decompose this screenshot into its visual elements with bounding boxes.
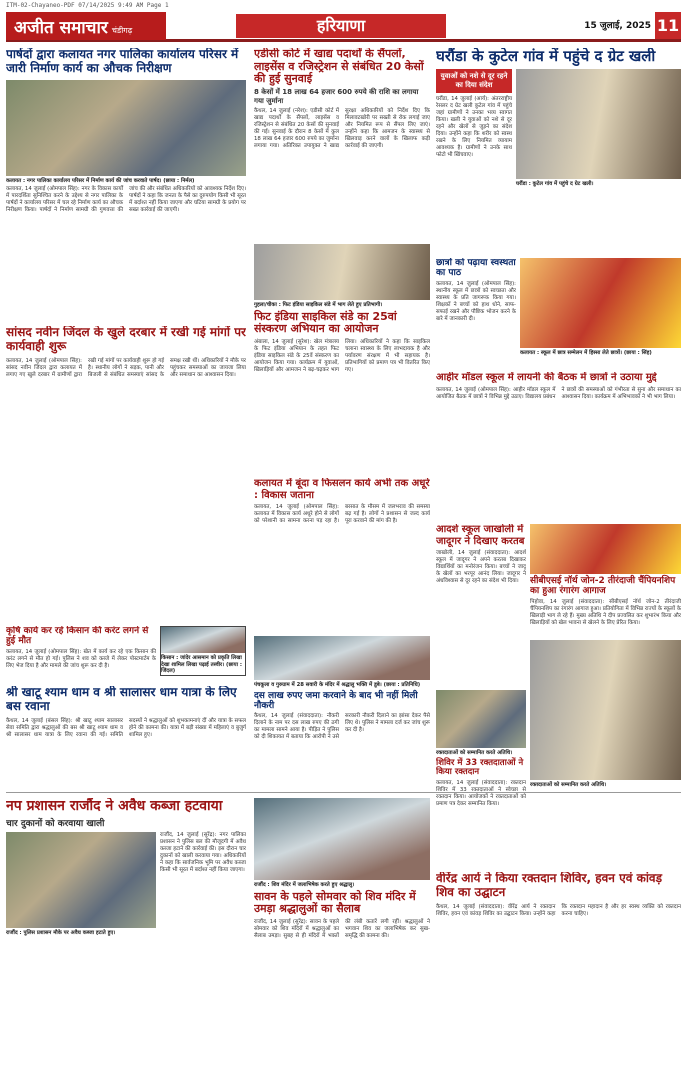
headline: कलायत में बूंदा व फिसलन कार्य अभी तक अधूरे : विकास जताना: [254, 478, 430, 501]
photo-caption: किसान : जांदेर आसमान को प्रकृति लिखा देखा शामिल लिखा पढ़ाई तस्वीर। (छाया : जिंदल): [161, 655, 242, 674]
news-photo: [254, 244, 430, 300]
article-body: कलायत, 14 जुलाई (ओमपाल सिंह): खेत में कार्य कर रहे एक किसान की करंट लगने से मौत हो गई। पुलिस ने शव को कब्जे में लेकर पोस्टमार्टम के लिए भेज दिया है और मामले की जांच शुरू कर दी है।: [6, 648, 156, 669]
headline: वीरेंद्र आर्य ने किया रक्तदान शिविर, हवन एवं कांवड़ शिव का उद्घाटन: [436, 872, 663, 899]
article-body: कलायत, 14 जुलाई (संवाददाता): रक्तदान शिविर में 33 रक्तदाताओं ने स्वेच्छा से रक्तदान किया। आयोजकों ने रक्तदाताओं को प्रमाण पत्र देकर सम्मानित किया।: [436, 780, 526, 808]
headline: एडीसी कोर्ट में खाद्य पदार्थों के सैंपलों, लाइसेंस व रजिस्ट्रेशन से संबंधित 20 केसों की हुई सुनवाई: [254, 48, 424, 86]
headline: सावन के पहले सोमवार को शिव मंदिर में उमड़ा श्रद्धालुओं का सैलाब: [254, 889, 416, 916]
news-photo: [161, 627, 245, 653]
article-body: कलायत, 14 जुलाई (ओमपाल सिंह): स्थानीय स्कूल में छात्रों को स्वच्छता और स्वास्थ्य के प्रति जागरूक किया गया। शिक्षकों ने बच्चों को हाथ धोने, साफ-सफाई रखने और पौष्टिक भोजन करने के बारे में जानकारी दी।: [436, 280, 516, 322]
article-body: कलायत, 14 जुलाई (ओमपाल सिंह): नगर के विकास कार्यों में पारदर्शिता सुनिश्चित करने के उद्देश्य से नगर पालिका के पार्षदों ने कार्यालय परिसर में चल रहे निर्माण कार्य का औचक निरीक्षण किया। पार्षदों ने निर्माण सामग्री की गुणवत्ता की जांच की और संबंधित अधिकारियों को आवश्यक निर्देश दिए। पार्षदों ने कहा कि जनता के पैसे का दुरुपयोग किसी भी सूरत में बर्दाश्त नहीं किया जाएगा और घटिया सामग्री के प्रयोग पर सख्त कार्रवाई की जाएगी।: [6, 186, 246, 214]
article-fit-india: [254, 244, 430, 470]
khali-row: [436, 69, 681, 190]
article-jindal-darbar: [6, 326, 246, 616]
article-virender-arya: [436, 872, 681, 1082]
article-kalayat-inspection: [6, 48, 246, 318]
encroachment-row: [6, 832, 246, 939]
news-photo: [6, 80, 246, 176]
issue-date: 15 जुलाई, 2025: [584, 21, 651, 31]
encroachment-photo-block: [6, 832, 156, 939]
headline: कृषि कार्य कर रहे किसान की करंट लगने से हुई मौत: [6, 626, 149, 647]
headline: आदर्श स्कूल जाखोली में जादूगर ने दिखाए करतब: [436, 524, 525, 547]
khali-side: [436, 69, 512, 190]
article-khatu-shyam: [6, 686, 246, 786]
article-magician: [436, 524, 526, 684]
headline: फिट इंडिया साइकिल संडे का 25वां संस्करण अभियान का आयोजन: [254, 309, 397, 336]
headline: पार्षदों द्वारा कलायत नगर पालिका कार्यालय परिसर में जारी निर्माण कार्य का औचक निरीक्षण: [6, 48, 239, 75]
subheadline: चार दुकानों को करवाया खाली: [6, 819, 105, 830]
news-photo: [254, 798, 430, 880]
khali-photo-block: [516, 69, 681, 190]
article-shiv-temple: [254, 798, 430, 1083]
photo-caption: राजौंद : पुलिस प्रशासन मौके पर अवैध कब्जा हटाते हुए।: [6, 930, 116, 937]
headline: श्री खाटू श्याम धाम व श्री सालासर धाम यात्रा के लिए बस रवाना: [6, 686, 237, 713]
subheadline: 8 केसों में 18 लाख 64 हजार 600 रुपये की राशि का लगाया गया जुर्माना: [254, 87, 419, 105]
article-kalayat-pending: [254, 478, 430, 628]
news-photo: [530, 640, 681, 780]
photo-box: [160, 626, 246, 676]
photo-caption: कलायत : नगर पालिका कार्यालय परिसर में निर्माण कार्य की जांच करवाते पार्षद। (छाया : निर्मल): [6, 177, 195, 184]
headline: दस लाख रुपए जमा करवाने के बाद भी नहीं मिली नौकरी: [254, 690, 418, 711]
photo-caption: रक्तदाताओं को सम्मानित करते अतिथि।: [436, 750, 513, 756]
article-body: पिहोवा, 14 जुलाई (संवाददाता): सीबीएसई नॉर्थ जोन-2 तीरंदाजी चैंपियनशिप का रंगारंग आगाज हुआ। प्रतियोगिता में विभिन्न राज्यों के स्कूलों के खिलाड़ी भाग ले रहे हैं। मुख्य अतिथि ने दीप प्रज्वलित कर शुभारंभ किया और खिलाड़ियों को खेल भावना से खेलने के लिए प्रेरित किया।: [530, 598, 681, 626]
article-body: जाखोली, 14 जुलाई (संवाददाता): आदर्श स्कूल में जादूगर ने अपने करतब दिखाकर विद्यार्थियों का मनोरंजन किया। बच्चों ने जादू के खेलों का भरपूर आनंद लिया। जादूगर ने अंधविश्वास से दूर रहने का संदेश भी दिया।: [436, 550, 526, 584]
photo-school: [520, 258, 681, 368]
headline: शिविर में 33 रक्तदाताओं ने किया रक्तदान: [436, 757, 524, 778]
article-body: अंबाला, 14 जुलाई (सुरेश): खेल मंत्रालय के फिट इंडिया अभियान के तहत फिट इंडिया साइकिल संडे के 25वें संस्करण का आयोजन किया गया। कार्यक्रम में युवाओं, खिलाड़ियों और आमजन ने बढ़-चढ़कर भाग लिया। अधिकारियों ने कहा कि साइकिल चलाना स्वास्थ्य के लिए लाभदायक है और पर्यावरण संरक्षण में भी सहायक है। प्रतिभागियों को प्रमाण पत्र भी वितरित किए गए।: [254, 338, 430, 373]
news-photo: [516, 69, 681, 179]
section-label: हरियाणा: [236, 14, 446, 38]
headline: छात्रों को पढ़ाया स्वस्थता का पाठ: [436, 258, 516, 279]
article-rajound-encroachment: [6, 798, 246, 1083]
article-model-school: [436, 372, 681, 520]
masthead: [6, 12, 166, 40]
headline: सीबीएसई नॉर्थ जोन-2 तीरंदाजी चैंपियनशिप का हुआ रंगारंग आगाज: [530, 576, 676, 597]
news-photo: [254, 636, 430, 680]
article-body: कलायत, 14 जुलाई (ओमपाल सिंह): कलायत में विकास कार्य अधूरे होने से लोगों को परेशानी का सामना करना पड़ रहा है। बरसात के मौसम में जलभराव की समस्या बढ़ गई है। लोगों ने प्रशासन से जल्द कार्य पूरा करवाने की मांग की है।: [254, 504, 430, 524]
article-body: कैथल, 14 जुलाई (बंसल सिंह): श्री खाटू श्याम सालासर सेवा समिति द्वारा श्रद्धालुओं की बस श्री खाटू श्याम धाम व श्री सालासर धाम यात्रा के लिए रवाना की गई। समिति सदस्यों ने श्रद्धालुओं को शुभकामनाएं दीं और यात्रा के सफल होने की कामना की। यात्रा में बड़ी संख्या में महिलाएं व बुजुर्ग शामिल हुए।: [6, 717, 246, 738]
article-body: घरौंडा, 14 जुलाई (आर्य): अंतरराष्ट्रीय रेसलर द ग्रेट खली कुटेल गांव में पहुंचे जहां ग्रामीणों ने उनका भव्य स्वागत किया। खली ने युवाओं को नशे से दूर रहने और खेलों से जुड़ने का संदेश दिया। उन्होंने कहा कि शरीर को स्वस्थ रखने के लिए नियमित व्यायाम आवश्यक है। ग्रामीणों ने उनके साथ फोटो भी खिंचवाए।: [436, 96, 512, 159]
news-photo: [530, 524, 681, 574]
photo-caption: कलायत : स्कूल में छात्र सम्मेलन में हिस्सा लेते छात्रों। (छाया : सिंह): [520, 350, 652, 356]
article-adc-court: [254, 48, 430, 238]
article-archery: [530, 524, 681, 634]
photo-caption: रक्तदाताओं को सम्मानित करते अतिथि।: [530, 782, 607, 788]
article-students-health: [436, 258, 516, 368]
masthead-title: अजीत समाचार: [14, 18, 108, 38]
print-slug: ITM-02-Chayaneo-PDF 07/14/2025 9:49 AM Page 1: [6, 2, 169, 9]
news-photo: [6, 832, 156, 928]
article-body: राजौंद, 14 जुलाई (सुरेंद्र): सावन के पहले सोमवार को शिव मंदिरों में श्रद्धालुओं का सैलाब उमड़ा। सुबह से ही मंदिरों में भक्तों की लंबी कतारें लगी रहीं। श्रद्धालुओं ने भगवान शिव का जलाभिषेक कर सुख-समृद्धि की कामना की।: [254, 918, 430, 939]
photo-caption: गुहला/चीका : फिट इंडिया साइकिल संडे में भाग लेते हुए प्रतिभागी।: [254, 302, 383, 308]
article-body: कैथल, 14 जुलाई (संवाददाता): नौकरी दिलाने के नाम पर दस लाख रुपए की ठगी का मामला सामने आया है। पीड़ित ने पुलिस को दी शिकायत में बताया कि आरोपी ने उसे सरकारी नौकरी दिलाने का झांसा देकर पैसे लिए थे। पुलिस ने मामला दर्ज कर जांच शुरू कर दी है।: [254, 713, 430, 741]
callout-box: युवाओं को नशे से दूर रहने का दिया संदेश: [436, 69, 512, 93]
article-body: कलायत, 14 जुलाई (ओमपाल सिंह): आहीर मॉडल स्कूल में आयोजित बैठक में छात्रों ने विभिन्न मुद्दे उठाए। विद्यालय प्रबंधन ने छात्रों की समस्याओं को गंभीरता से सुना और समाधान का आश्वासन दिया। कार्यक्रम में अभिभावकों ने भी भाग लिया।: [436, 386, 681, 400]
article-farmer-death: [6, 626, 156, 681]
article-great-khali: [436, 48, 681, 253]
article-body: कैथल, 14 जुलाई (संवाददाता): वीरेंद्र आर्य ने रक्तदान शिविर, हवन एवं कांवड़ शिविर का उद्घाटन किया। उन्होंने कहा कि रक्तदान महादान है और हर स्वस्थ व्यक्ति को रक्तदान करना चाहिए।: [436, 903, 681, 917]
page-number: 11: [655, 12, 681, 39]
photo-caption: पंचकूला व गुरुग्राम में 28 सवारी के मंदिर में श्रद्धालु भक्ति में डूबे। (छाया : प्रतिनिधि): [254, 682, 421, 688]
headline: घरौंडा के कुटेल गांव में पहुंचे द ग्रेट खली: [436, 48, 656, 65]
headline: आहीर मॉडल स्कूल में लायनी की बैठक में छात्रों ने उठाया मुद्दे: [436, 372, 657, 383]
photo-blood-donors: [530, 640, 681, 800]
article-job-fraud: [254, 636, 430, 786]
headline: नप प्रशासन राजौंद ने अवैध कब्जा हटवाया: [6, 798, 223, 814]
article-body: कैथल, 14 जुलाई (नरेश): एडीसी कोर्ट में खाद्य पदार्थों के सैंपलों, लाइसेंस व रजिस्ट्रेशन से संबंधित 20 केसों की सुनवाई की गई। सुनवाई के दौरान 8 केसों में कुल 18 लाख 64 हजार 600 रुपये का जुर्माना लगाया गया। अतिरिक्त उपायुक्त ने खाद्य सुरक्षा अधिकारियों को निर्देश दिए कि मिलावटखोरी पर सख्ती से रोक लगाई जाए और नियमित रूप से सैंपल लिए जाएं। उन्होंने कहा कि आमजन के स्वास्थ्य से खिलवाड़ करने वालों के खिलाफ कड़ी कार्रवाई की जाएगी।: [254, 107, 430, 149]
masthead-city: चंडीगढ़: [111, 26, 133, 35]
headline: सांसद नवीन जिंदल के खुले दरबार में रखी गई मांगों पर कार्यवाही शुरू: [6, 326, 246, 353]
article-body: कलायत, 14 जुलाई (ओमपाल सिंह): सांसद नवीन जिंदल द्वारा कलायत में लगाए गए खुले दरबार में ग्रामीणों द्वारा रखी गई मांगों पर कार्यवाही शुरू हो गई है। स्थानीय लोगों ने सड़क, पानी और बिजली से संबंधित समस्याएं सांसद के समक्ष रखी थीं। अधिकारियों ने मौके पर पहुंचकर समस्याओं का जायजा लिया और समाधान का आश्वासन दिया।: [6, 357, 246, 378]
article-blood-camp: [436, 690, 526, 865]
page-header: [6, 12, 681, 42]
news-photo: [436, 690, 526, 748]
photo-caption: राजौंद : शिव मंदिर में जलाभिषेक करते हुए श्रद्धालु।: [254, 882, 355, 888]
news-photo: [520, 258, 681, 348]
photo-caption: घरौंडा : कुटेल गांव में पहुंचे द ग्रेट खली।: [516, 181, 594, 188]
article-body: राजौंद, 14 जुलाई (सुरेंद्र): नगर पालिका प्रशासन ने पुलिस बल की मौजूदगी में अवैध कब्जा हटाने की कार्रवाई की। इस दौरान चार दुकानों को खाली करवाया गया। अधिकारियों ने कहा कि सार्वजनिक भूमि पर अवैध कब्जा किसी भी सूरत में बर्दाश्त नहीं किया जाएगा।: [160, 832, 246, 874]
